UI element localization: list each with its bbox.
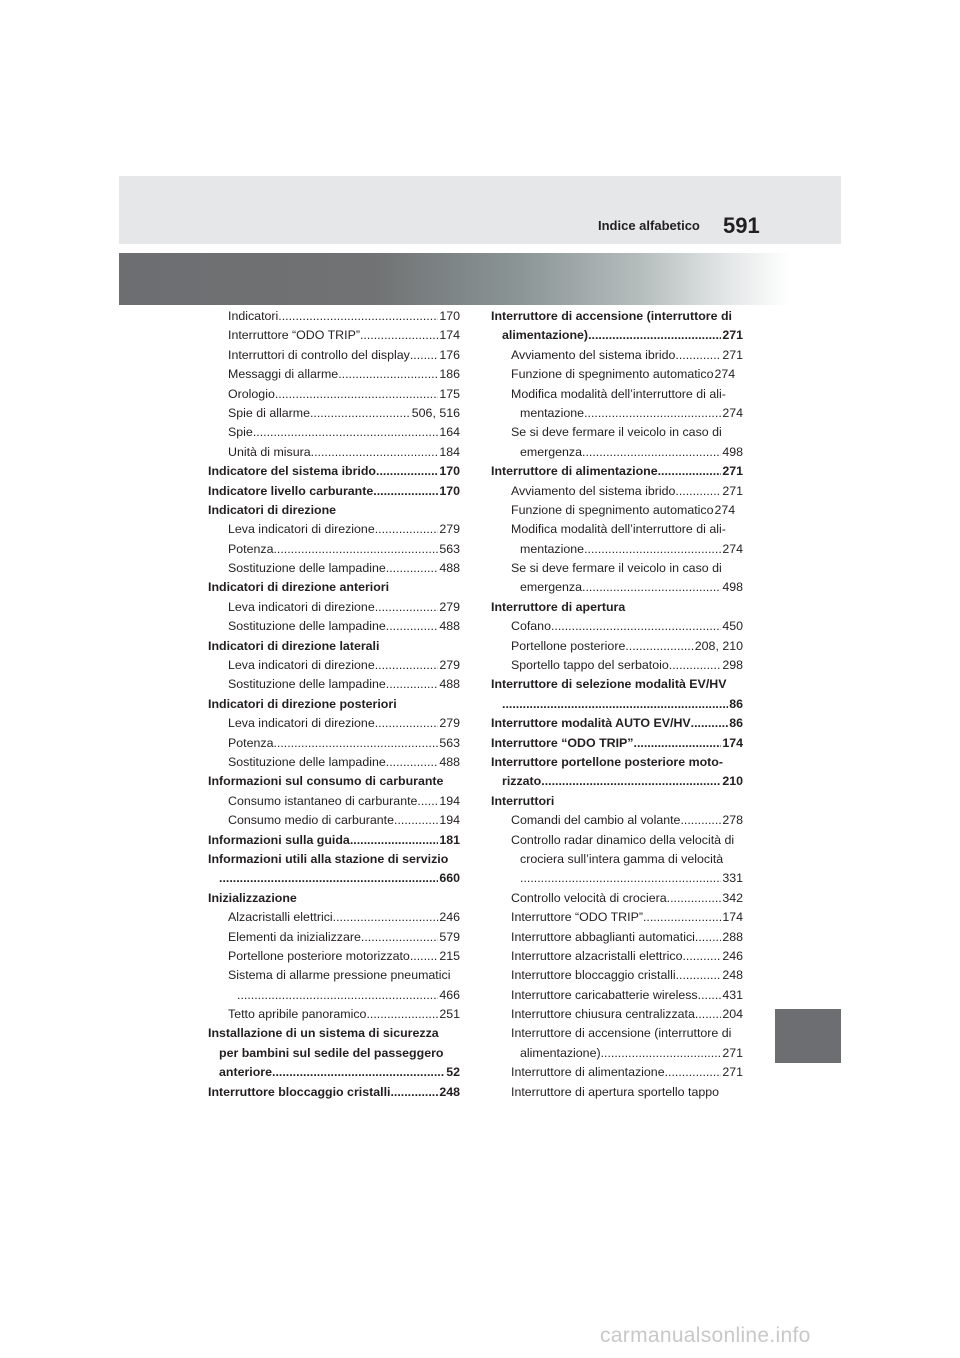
index-entry: [208, 675, 460, 694]
index-entry: [491, 966, 743, 985]
index-entry-text: Interruttore chiusura centralizzata: [511, 1007, 695, 1022]
index-entry-page: 331: [722, 871, 743, 886]
dot-leader: [375, 598, 439, 617]
index-entry-text: rizzato: [502, 774, 542, 789]
index-entry: [491, 482, 743, 501]
index-entry: [491, 385, 743, 404]
index-entry-page: 342: [722, 890, 743, 905]
dot-leader: [361, 928, 438, 947]
index-entry: [491, 675, 743, 694]
index-entry-text: Tetto apribile panoramico: [228, 1007, 367, 1022]
index-entry-text: Se si deve fermare il veicolo in caso di: [511, 561, 722, 576]
index-column-left: [208, 307, 460, 1102]
dot-leader: [691, 714, 729, 733]
index-entry-page: 181: [439, 832, 460, 847]
index-entry: [491, 520, 743, 539]
index-entry: [208, 1063, 460, 1082]
dot-leader: [350, 831, 438, 850]
index-entry-text: Installazione di un sistema di sicurezza: [208, 1026, 439, 1041]
index-entry: [491, 734, 743, 753]
dot-leader: [360, 326, 438, 345]
index-entry: [208, 986, 460, 1005]
dot-leader: [375, 714, 439, 733]
index-entry-page: 170: [439, 464, 460, 479]
dot-leader: [386, 753, 439, 772]
index-entry-page: 466: [439, 987, 460, 1002]
index-entry: [208, 714, 460, 733]
index-entry-text: Sostituzione delle lampadine: [228, 561, 386, 576]
dot-leader: [373, 482, 438, 501]
index-entry: [208, 637, 460, 656]
index-entry-text: Modifica modalità dell’interruttore di ali-: [511, 386, 726, 401]
dot-leader: [394, 811, 438, 830]
index-entry-text: Portellone posteriore motorizzato: [228, 948, 410, 963]
index-entry: [208, 908, 460, 927]
index-entry: [491, 1063, 743, 1082]
index-entry-page: 450: [722, 619, 743, 634]
index-entry: [208, 869, 460, 888]
index-entry: [491, 811, 743, 830]
index-entry-page: 174: [722, 910, 743, 925]
index-entry-page: 271: [722, 328, 743, 343]
dot-leader: [386, 675, 439, 694]
index-entry: [208, 578, 460, 597]
index-entry: [208, 365, 460, 384]
index-entry: [208, 326, 460, 345]
dot-leader: [667, 889, 722, 908]
index-entry: [208, 385, 460, 404]
index-entry: [208, 404, 460, 423]
index-entry-text: Spie: [228, 425, 253, 440]
decorative-band: [119, 253, 841, 305]
index-entry-page: 271: [722, 483, 743, 498]
index-entry: [208, 423, 460, 442]
index-entry-text: Comandi del cambio al volante: [511, 813, 681, 828]
dot-leader: [386, 559, 439, 578]
index-entry-text: Funzione di spegnimento automatico: [511, 367, 714, 382]
index-entry: [491, 889, 743, 908]
index-entry: [208, 928, 460, 947]
index-entry-text: alimentazione): [502, 328, 589, 343]
index-entry-page: 248: [439, 1084, 460, 1099]
dot-leader: [502, 695, 728, 714]
dot-leader: [541, 772, 721, 791]
index-entry-text: Sostituzione delle lampadine: [228, 619, 386, 634]
index-entry-text: Spie di allarme: [228, 405, 310, 420]
index-entry-text: Interruttore di accensione (interruttore di: [491, 309, 732, 323]
index-entry: [491, 1044, 743, 1063]
index-entry-page: 271: [722, 1045, 743, 1060]
index-entry-text: Controllo radar dinamico della velocità di: [511, 832, 735, 847]
index-entry-text: Modifica modalità dell’interruttore di ali-: [511, 522, 726, 537]
index-entry-page: 274: [722, 541, 743, 556]
index-entry-page: 274: [714, 367, 736, 382]
index-entry-text: Consumo istantaneo di carburante: [228, 793, 418, 808]
index-entry: [491, 307, 743, 326]
index-entry-page: 288: [722, 929, 743, 944]
index-entry: [208, 559, 460, 578]
index-entry-text: Interruttore “ODO TRIP”: [228, 328, 360, 343]
index-entry: [491, 443, 743, 462]
index-entry-text: Avviamento del sistema ibrido: [511, 483, 676, 498]
index-entry: [491, 1005, 743, 1024]
index-entry-text: Indicatori di direzione: [208, 502, 337, 517]
dot-leader: [582, 578, 721, 597]
index-entry-text: Interruttore di alimentazione: [511, 1065, 665, 1080]
dot-leader: [417, 792, 438, 811]
index-entry-text: Indicatori di direzione anteriori: [208, 580, 390, 595]
index-entry: [491, 617, 743, 636]
index-entry: [491, 365, 743, 384]
index-entry: [208, 501, 460, 520]
index-entry: [208, 734, 460, 753]
index-entry: [208, 811, 460, 830]
index-entry-text: anteriore: [219, 1065, 273, 1080]
index-entry-text: Interruttore di apertura sportello tappo: [511, 1084, 720, 1099]
index-entry-text: Leva indicatori di direzione: [228, 658, 375, 673]
index-entry-page: 298: [722, 658, 743, 673]
index-entry-text: Interruttore di alimentazione: [491, 464, 658, 479]
index-entry-page: 271: [722, 1065, 743, 1080]
index-entry-text: Elementi da inizializzare: [228, 929, 361, 944]
index-entry-text: Interruttore di apertura: [491, 599, 626, 614]
index-entry-text: Indicatori di direzione posteriori: [208, 696, 397, 711]
dot-leader: [584, 540, 721, 559]
index-entry-page: 210: [722, 774, 743, 789]
index-entry-text: Indicatore livello carburante: [208, 483, 374, 498]
index-entry-page: 563: [439, 735, 460, 750]
dot-leader: [588, 326, 721, 345]
index-entry-page: 563: [439, 541, 460, 556]
index-entry-text: Leva indicatori di direzione: [228, 599, 375, 614]
index-entry: [208, 1024, 460, 1043]
index-entry: [208, 1044, 460, 1063]
index-entry-text: Interruttore abbaglianti automatici: [511, 929, 695, 944]
index-entry-page: 176: [439, 347, 460, 362]
index-entry-page: 498: [722, 444, 743, 459]
index-entry-text: Controllo velocità di crociera: [511, 890, 667, 905]
index-entry-text: Interruttori: [491, 793, 555, 808]
index-entry: [491, 501, 743, 520]
index-column-right: [491, 307, 743, 1102]
index-entry-page: 208, 210: [694, 638, 743, 653]
index-entry-text: Informazioni sul consumo di carburante: [208, 774, 444, 789]
index-entry: [491, 1083, 743, 1102]
index-entry: [491, 540, 743, 559]
index-entry-text: Unità di misura: [228, 444, 311, 459]
dot-leader: [338, 365, 438, 384]
index-entry-page: 279: [439, 716, 460, 731]
index-entry-text: mentazione: [520, 541, 585, 556]
index-entry-text: Orologio: [228, 386, 275, 401]
dot-leader: [375, 656, 439, 675]
index-entry-text: mentazione: [520, 405, 585, 420]
dot-leader: [237, 986, 438, 1005]
dot-leader: [410, 947, 438, 966]
index-entry: [208, 462, 460, 481]
index-entry-page: 488: [439, 677, 460, 692]
index-entry: [491, 947, 743, 966]
index-entry-text: Funzione di spegnimento automatico: [511, 502, 714, 517]
index-entry-page: 279: [439, 522, 460, 537]
dot-leader: [625, 637, 693, 656]
index-entry-page: 271: [722, 464, 743, 479]
dot-leader: [410, 346, 438, 365]
index-entry-text: Cofano: [511, 619, 551, 634]
index-entry-text: emergenza: [520, 444, 582, 459]
index-entry-text: Sportello tappo del serbatoio: [511, 658, 669, 673]
index-entry: [208, 520, 460, 539]
index-entry: [491, 578, 743, 597]
dot-leader: [375, 520, 439, 539]
dot-leader: [675, 346, 721, 365]
index-entry-page: 164: [439, 425, 460, 440]
index-entry-text: Interruttore “ODO TRIP”: [491, 735, 634, 750]
dot-leader: [272, 1063, 445, 1082]
dot-leader: [582, 443, 721, 462]
index-entry-text: Indicatori di direzione laterali: [208, 638, 380, 653]
index-entry-text: Inizializzazione: [208, 890, 297, 905]
index-entry-text: Interruttore bloccaggio cristalli: [208, 1084, 391, 1099]
index-entry-text: Leva indicatori di direzione: [228, 522, 375, 537]
index-entry: [208, 850, 460, 869]
index-entry: [491, 404, 743, 423]
index-entry-page: 174: [439, 328, 460, 343]
index-entry-page: 52: [446, 1065, 460, 1080]
index-entry-page: 488: [439, 619, 460, 634]
index-entry-page: 170: [439, 483, 460, 498]
index-entry-page: 279: [439, 599, 460, 614]
index-entry-text: Leva indicatori di direzione: [228, 716, 375, 731]
index-entry-page: 175: [439, 386, 460, 401]
dot-leader: [520, 869, 721, 888]
dot-leader: [311, 443, 439, 462]
index-entry-text: Se si deve fermare il veicolo in caso di: [511, 425, 722, 440]
index-entry-page: 274: [722, 405, 743, 420]
index-entry: [208, 1083, 460, 1102]
index-entry-page: 215: [439, 948, 460, 963]
dot-leader: [273, 734, 438, 753]
page-number: 591: [723, 213, 760, 238]
index-entry-page: 86: [729, 716, 743, 731]
index-entry: [208, 617, 460, 636]
index-entry-text: Interruttore bloccaggio cristalli: [511, 968, 676, 983]
index-entry-text: Sostituzione delle lampadine: [228, 754, 386, 769]
index-entry-page: 246: [722, 948, 743, 963]
dot-leader: [665, 1063, 722, 1082]
index-entry: [208, 540, 460, 559]
dot-leader: [695, 1005, 721, 1024]
dot-leader: [390, 1083, 438, 1102]
index-entry: [491, 772, 743, 791]
index-entry-text: Indicatore del sistema ibrido: [208, 464, 377, 479]
index-entry-page: 186: [439, 367, 460, 382]
index-entry-text: Consumo medio di carburante: [228, 813, 394, 828]
index-entry: [208, 772, 460, 791]
index-entry: [491, 423, 743, 442]
index-entry: [208, 1005, 460, 1024]
index-entry-page: 248: [722, 968, 743, 983]
dot-leader: [676, 966, 722, 985]
index-entry: [491, 850, 743, 869]
index-entry-page: 271: [722, 347, 743, 362]
index-entry-text: Interruttore modalità AUTO EV/HV: [491, 716, 691, 731]
index-entry-page: 86: [729, 696, 743, 711]
dot-leader: [675, 482, 721, 501]
dot-leader: [386, 617, 439, 636]
index-entry-text: crociera sull’intera gamma di velocità: [520, 851, 724, 866]
index-entry: [208, 831, 460, 850]
dot-leader: [698, 986, 722, 1005]
index-entry-text: Interruttore caricabatterie wireless: [511, 987, 698, 1002]
watermark: carmanualsonline.info: [600, 1324, 811, 1347]
index-entry: [491, 695, 743, 714]
index-entry: [208, 443, 460, 462]
dot-leader: [634, 734, 722, 753]
index-entry-text: Avviamento del sistema ibrido: [511, 347, 676, 362]
index-entry-text: Sistema di allarme pressione pneumatici: [228, 968, 451, 983]
index-entry-page: 174: [722, 735, 743, 750]
index-entry: [491, 753, 743, 772]
index-entry-page: 498: [722, 580, 743, 595]
index-entry-page: 279: [439, 658, 460, 673]
index-entry-page: 184: [439, 444, 460, 459]
index-entry-text: Informazioni sulla guida: [208, 832, 350, 847]
index-entry-text: Interruttore di selezione modalità EV/HV: [491, 677, 727, 692]
dot-leader: [310, 404, 411, 423]
index-entry-page: 278: [722, 813, 743, 828]
dot-leader: [695, 928, 721, 947]
index-entry-page: 204: [722, 1007, 743, 1022]
dot-leader: [658, 462, 722, 481]
index-entry: [208, 695, 460, 714]
index-entry: [208, 792, 460, 811]
index-entry-text: Interruttore alzacristalli elettrico: [511, 948, 683, 963]
dot-leader: [366, 1005, 438, 1024]
index-entry: [208, 656, 460, 675]
index-entry-text: Potenza: [228, 541, 274, 556]
index-entry-page: 506, 516: [411, 405, 460, 420]
index-entry-page: 194: [439, 793, 460, 808]
index-entry: [491, 1024, 743, 1043]
index-entry-page: 246: [439, 910, 460, 925]
index-entry: [491, 792, 743, 811]
index-entry-text: Interruttore “ODO TRIP”: [511, 910, 643, 925]
index-entry: [208, 346, 460, 365]
index-entry-page: 488: [439, 561, 460, 576]
index-entry-page: 274: [714, 502, 736, 517]
index-entry: [208, 482, 460, 501]
index-entry: [208, 307, 460, 326]
dot-leader: [253, 423, 439, 442]
index-entry: [208, 598, 460, 617]
dot-leader: [275, 385, 438, 404]
dot-leader: [376, 462, 438, 481]
index-entry-page: 194: [439, 813, 460, 828]
index-entry: [491, 831, 743, 850]
index-entry-text: Sostituzione delle lampadine: [228, 677, 386, 692]
index-entry-page: 431: [722, 987, 743, 1002]
index-entry: [208, 753, 460, 772]
dot-leader: [601, 1044, 722, 1063]
index-entry: [491, 637, 743, 656]
index-entry: [491, 869, 743, 888]
dot-leader: [333, 908, 439, 927]
dot-leader: [551, 617, 721, 636]
index-entry: [491, 462, 743, 481]
index-entry-text: Indicatori: [228, 309, 279, 323]
index-entry-text: alimentazione): [520, 1045, 601, 1060]
index-entry: [208, 889, 460, 908]
index-entry-text: Messaggi di allarme: [228, 367, 339, 382]
index-entry-text: emergenza: [520, 580, 582, 595]
index-entry-text: Informazioni utili alla stazione di servizio: [208, 851, 449, 866]
index-entry: [208, 966, 460, 985]
index-entry-page: 488: [439, 754, 460, 769]
chapter-side-tab: [775, 1009, 841, 1063]
dot-leader: [584, 404, 721, 423]
index-entry-text: Potenza: [228, 735, 274, 750]
index-entry: [491, 559, 743, 578]
dot-leader: [219, 869, 438, 888]
index-entry-page: 579: [439, 929, 460, 944]
index-entry-text: Interruttore portellone posteriore moto-: [491, 754, 723, 769]
index-entry-text: per bambini sul sedile del passeggero: [219, 1045, 444, 1060]
index-entry-text: Interruttore di accensione (interruttore di: [511, 1026, 732, 1041]
dot-leader: [680, 811, 721, 830]
index-entry-text: Alzacristalli elettrici: [228, 910, 333, 925]
index-entry: [491, 986, 743, 1005]
dot-leader: [278, 307, 438, 326]
index-entry-page: 170: [439, 309, 460, 323]
index-entry: [491, 346, 743, 365]
index-entry-page: 251: [439, 1007, 460, 1022]
index-entry: [208, 947, 460, 966]
dot-leader: [273, 540, 438, 559]
index-entry-page: 660: [439, 871, 460, 886]
index-entry: [491, 326, 743, 345]
dot-leader: [682, 947, 721, 966]
index-entry: [491, 908, 743, 927]
index-entry-text: Portellone posteriore: [511, 638, 626, 653]
dot-leader: [669, 656, 722, 675]
index-entry: [491, 656, 743, 675]
index-entry-text: Interruttori di controllo del display: [228, 347, 410, 362]
index-entry: [491, 928, 743, 947]
dot-leader: [643, 908, 721, 927]
index-entry: [491, 714, 743, 733]
section-title: Indice alfabetico: [598, 218, 700, 233]
index-entry: [491, 598, 743, 617]
